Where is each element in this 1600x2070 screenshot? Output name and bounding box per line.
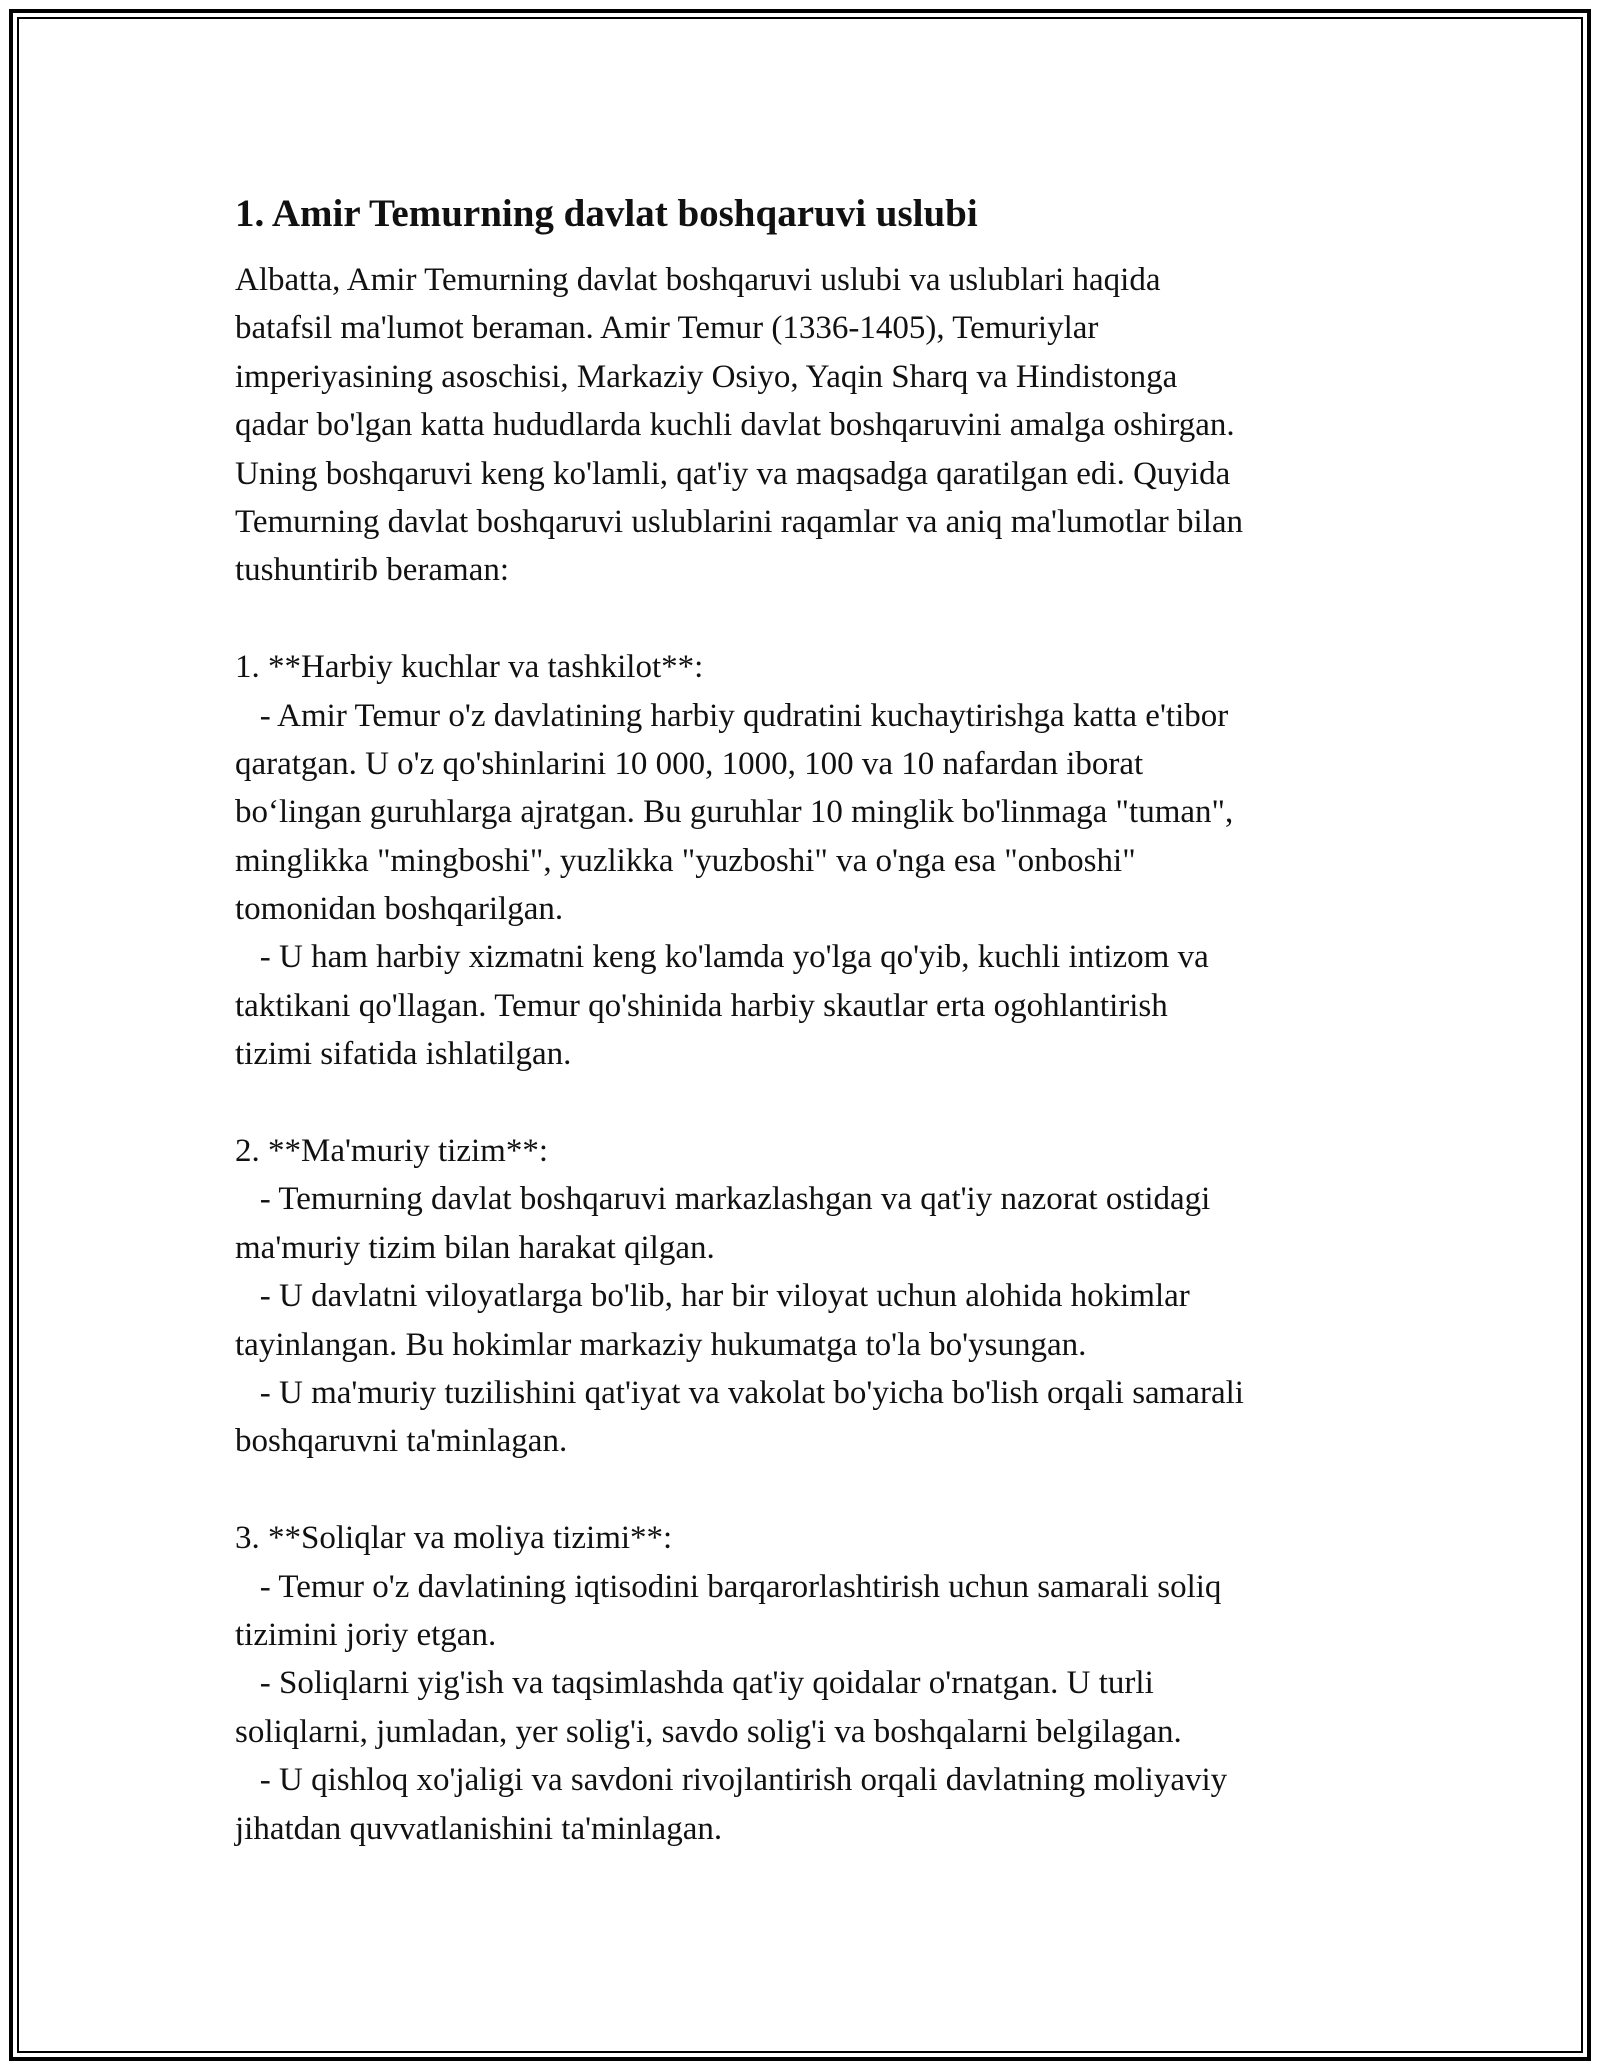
section-line: minglikka "mingboshi", yuzlikka "yuzboshi" va o'nga esa "onboshi" <box>235 842 1136 879</box>
section-heading: 3. **Soliqlar va moliya tizimi**: <box>235 1520 673 1557</box>
document-body <box>235 185 1375 1853</box>
section-heading: 2. **Ma'muriy tizim**: <box>235 1133 549 1170</box>
intro-line: tushuntirib beraman: <box>235 552 510 589</box>
section-line: taktikani qo'llagan. Temur qo'shinida harbiy skautlar erta ogohlantirish <box>235 987 1168 1024</box>
section-line: - Temur o'z davlatining iqtisodini barqarorlashtirish uchun samarali soliq <box>235 1568 1222 1605</box>
section-line: - U qishloq xo'jaligi va savdoni rivojlantirish orqali davlatning moliyaviy <box>235 1762 1228 1799</box>
intro-line: qadar bo'lgan katta hududlarda kuchli davlat boshqaruvini amalga oshirgan. <box>235 407 1235 444</box>
section-administration <box>235 1127 1375 1466</box>
document-title: 1. Amir Temurning davlat boshqaruvi uslubi <box>235 192 978 235</box>
section-line: tizimi sifatida ishlatilgan. <box>235 1036 572 1073</box>
section-line: - U ham harbiy xizmatni keng ko'lamda yo'lga qo'yib, kuchli intizom va <box>235 939 1209 976</box>
intro-line: Uning boshqaruvi keng ko'lamli, qat'iy va maqsadga qaratilgan edi. Quyida <box>235 455 1231 492</box>
section-line: jihatdan quvvatlanishini ta'minlagan. <box>235 1810 723 1847</box>
intro-line: batafsil ma'lumot beraman. Amir Temur (1336-1405), Temuriylar <box>235 310 1099 347</box>
paragraph-spacer <box>235 595 1375 643</box>
paragraph-spacer <box>235 1079 1375 1127</box>
section-line: boshqaruvni ta'minlagan. <box>235 1423 568 1460</box>
section-line: ma'muriy tizim bilan harakat qilgan. <box>235 1229 715 1266</box>
section-line: tayinlangan. Bu hokimlar markaziy hukumatga to'la bo'ysungan. <box>235 1326 1087 1363</box>
section-line: - Soliqlarni yig'ish va taqsimlashda qat'iy qoidalar o'rnatgan. U turli <box>235 1665 1154 1702</box>
intro-line: Albatta, Amir Temurning davlat boshqaruvi uslubi va uslublari haqida <box>235 262 1161 298</box>
section-line: bo‘lingan guruhlarga ajratgan. Bu guruhlar 10 minglik bo'linmaga "tuman", <box>235 794 1234 831</box>
section-line: - Amir Temur o'z davlatining harbiy qudratini kuchaytirishga katta e'tibor <box>235 697 1229 734</box>
section-line: - U ma'muriy tuzilishini qat'iyat va vakolat bo'yicha bo'lish orqali samarali <box>235 1374 1244 1411</box>
section-line: soliqlarni, jumladan, yer solig'i, savdo solig'i va boshqalarni belgilagan. <box>235 1713 1182 1750</box>
section-line: tomonidan boshqarilgan. <box>235 891 564 928</box>
section-line: - U davlatni viloyatlarga bo'lib, har bir viloyat uchun alohida hokimlar <box>235 1278 1190 1315</box>
section-line: qaratgan. U o'z qo'shinlarini 10 000, 1000, 100 va 10 nafardan iborat <box>235 745 1144 782</box>
section-line: - Temurning davlat boshqaruvi markazlashgan va qat'iy nazorat ostidagi <box>235 1181 1211 1218</box>
section-line: tizimini joriy etgan. <box>235 1616 497 1653</box>
paragraph-spacer <box>235 1466 1375 1514</box>
intro-line: Temurning davlat boshqaruvi uslublarini raqamlar va aniq ma'lumotlar bilan <box>235 503 1244 540</box>
intro-line: imperiyasining asoschisi, Markaziy Osiyo, Yaqin Sharq va Hindistonga <box>235 358 1178 395</box>
section-taxes <box>235 1514 1375 1853</box>
intro-paragraph <box>235 256 1375 595</box>
section-military <box>235 643 1375 1079</box>
section-heading: 1. **Harbiy kuchlar va tashkilot**: <box>235 649 704 686</box>
